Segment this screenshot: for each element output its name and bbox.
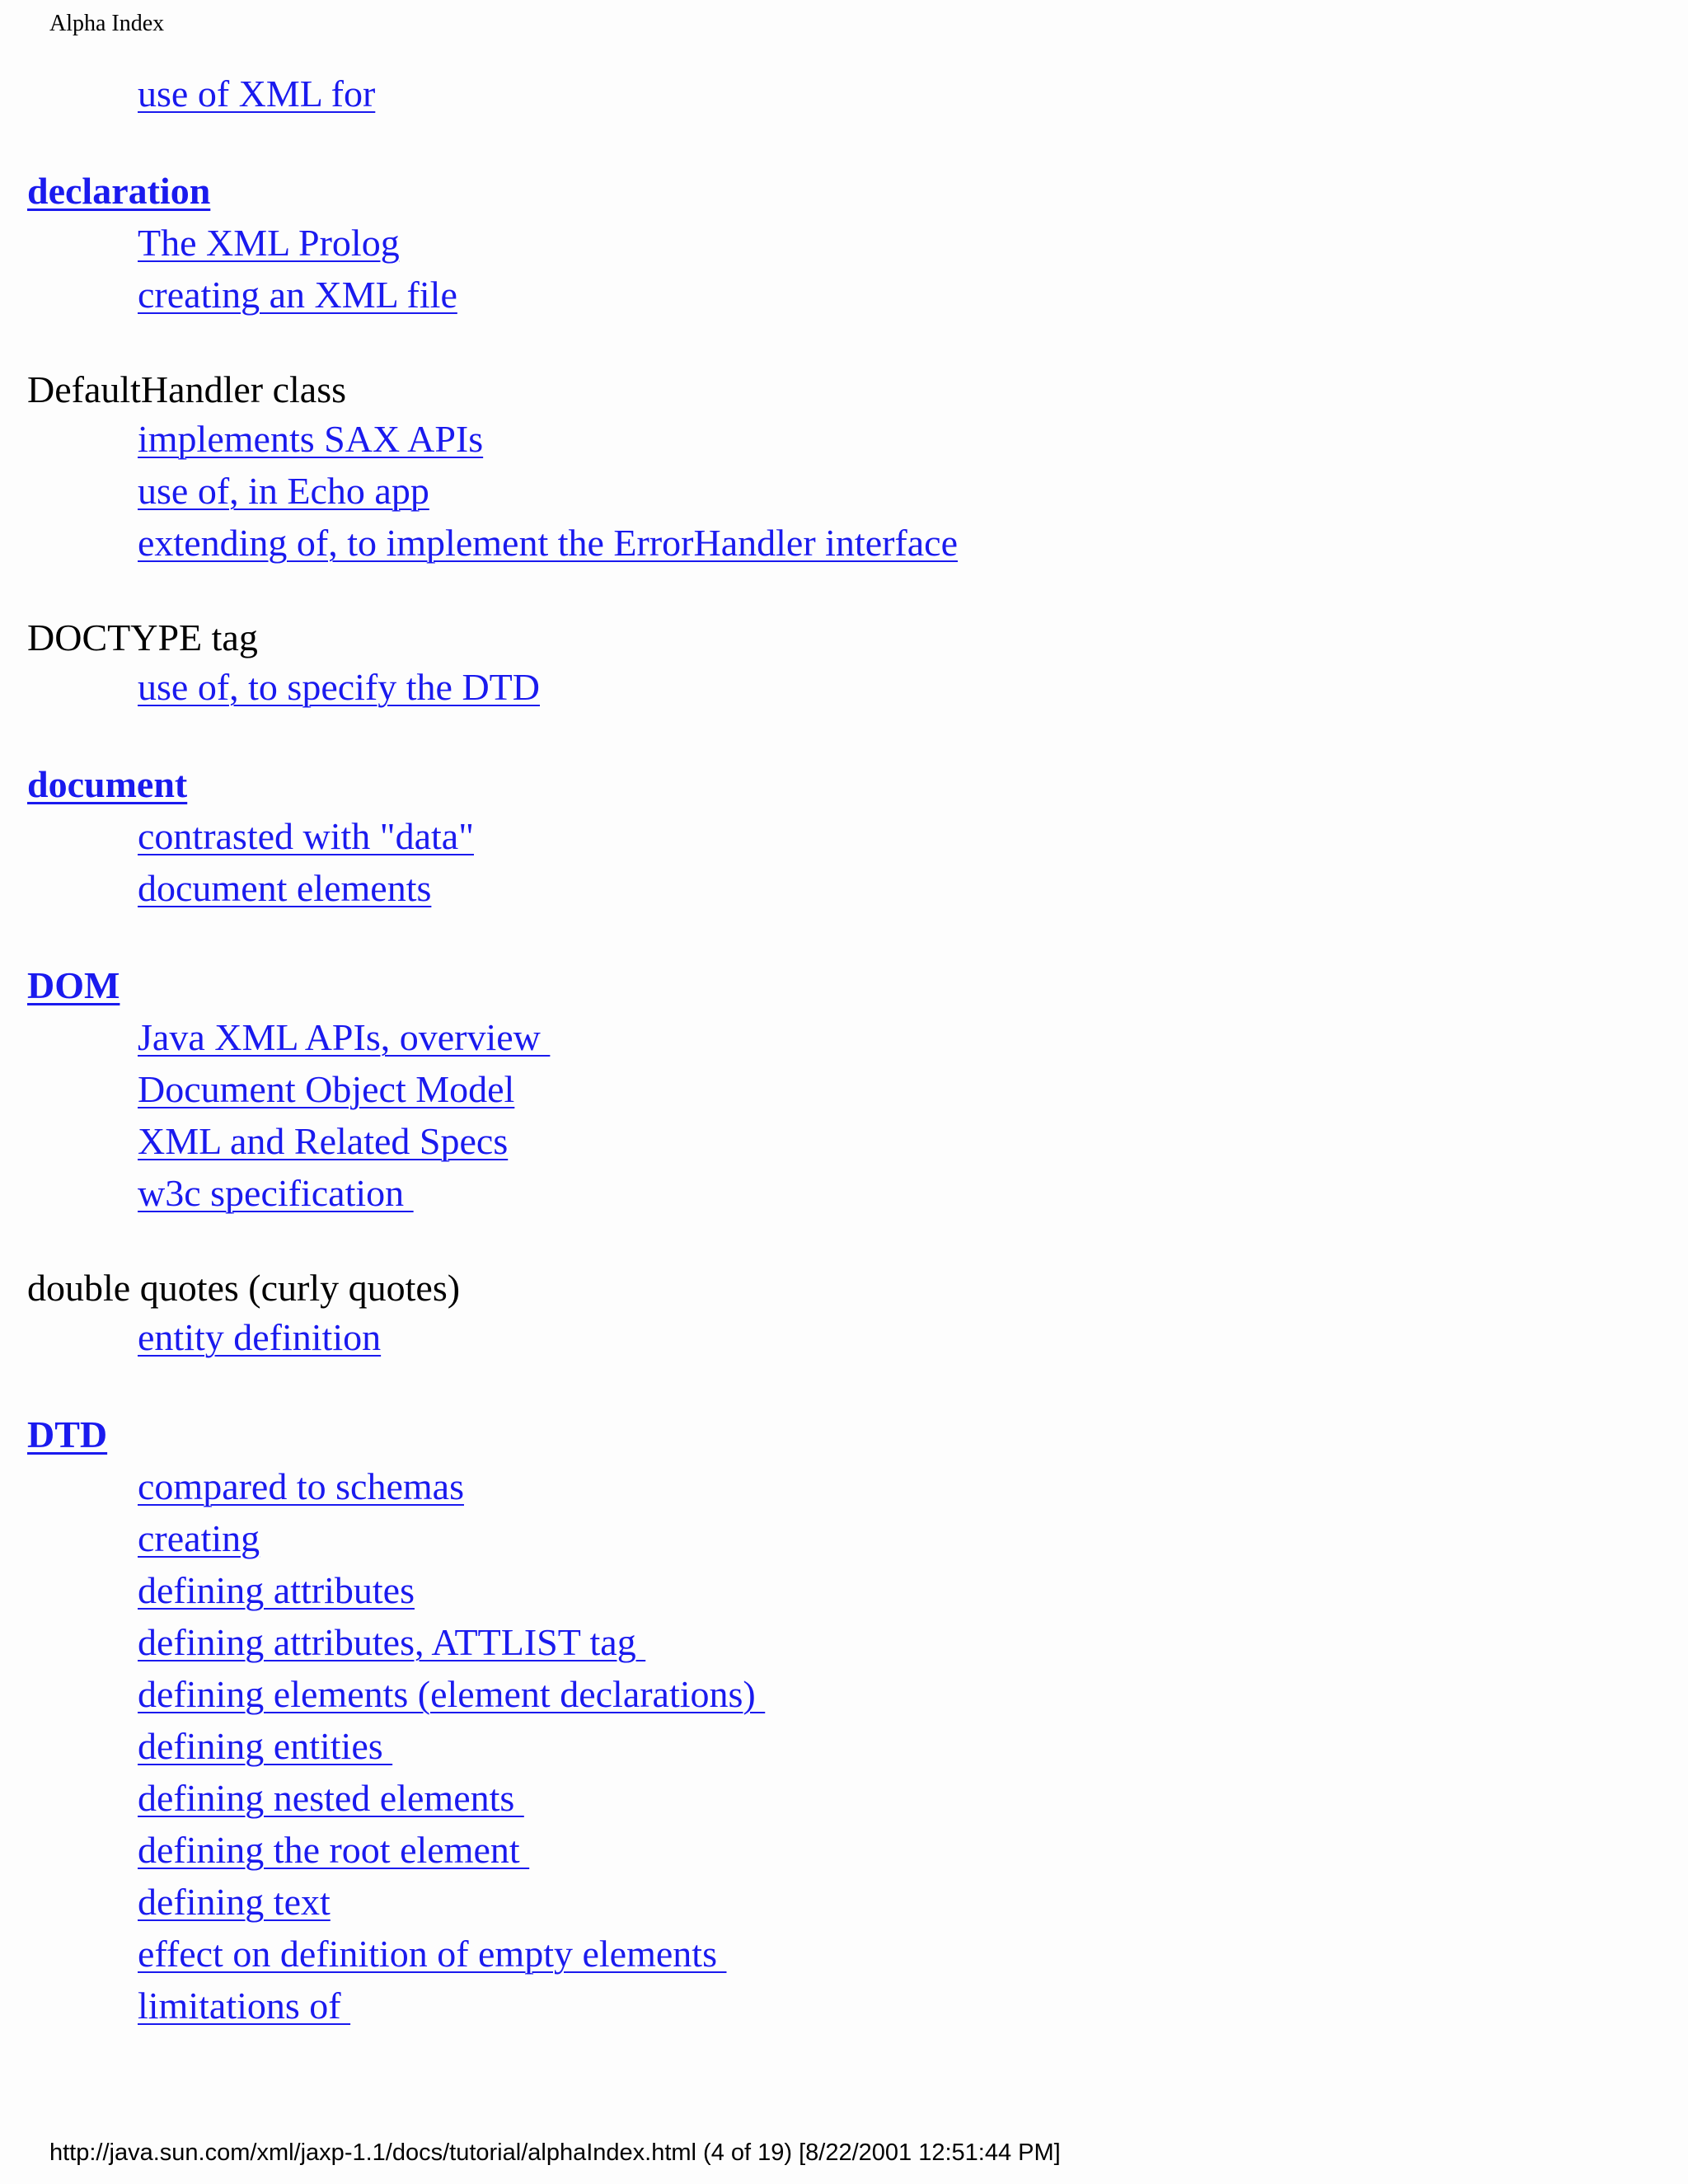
entry-gap — [27, 914, 1593, 959]
index-link-creating-xml-file[interactable]: creating an XML file — [138, 274, 457, 316]
index-link-w3c-specification[interactable]: w3c specification — [138, 1172, 414, 1214]
index-link-creating[interactable]: creating — [138, 1517, 260, 1559]
index-link-defining-entities[interactable]: defining entities — [138, 1725, 393, 1767]
index-term-dom[interactable]: DOM — [27, 964, 120, 1006]
index-link-xml-related-specs[interactable]: XML and Related Specs — [138, 1120, 509, 1162]
index-link-contrasted-with-data[interactable]: contrasted with "data" — [138, 815, 474, 857]
index-link-use-of-xml-for[interactable]: use of XML for — [138, 73, 376, 115]
index-link-defining-attributes-attlist[interactable]: defining attributes, ATTLIST tag — [138, 1621, 646, 1663]
index-link-defining-root-element[interactable]: defining the root element — [138, 1829, 530, 1871]
index-term-dtd[interactable]: DTD — [27, 1413, 108, 1455]
index-link-limitations-of[interactable]: limitations of — [138, 1985, 351, 2027]
entry-gap — [27, 1363, 1593, 1408]
page-header-title: Alpha Index — [49, 11, 165, 36]
index-term-doctype-tag: DOCTYPE tag — [27, 616, 258, 658]
index-term-document[interactable]: document — [27, 763, 188, 805]
entry-gap — [27, 713, 1593, 758]
index-link-extending-errorhandler[interactable]: extending of, to implement the ErrorHandler interface — [138, 522, 958, 564]
index-term-declaration[interactable]: declaration — [27, 170, 211, 212]
index-link-xml-prolog[interactable]: The XML Prolog — [138, 222, 400, 264]
entry-gap — [27, 569, 1593, 614]
index-link-defining-attributes[interactable]: defining attributes — [138, 1569, 415, 1611]
entry-gap — [27, 120, 1593, 165]
entry-gap — [27, 321, 1593, 366]
index-link-java-xml-apis-overview[interactable]: Java XML APIs, overview — [138, 1016, 551, 1058]
index-link-document-object-model[interactable]: Document Object Model — [138, 1068, 515, 1110]
index-link-document-elements[interactable]: document elements — [138, 867, 432, 909]
index-link-use-of-echo-app[interactable]: use of, in Echo app — [138, 470, 429, 512]
index-link-defining-elements[interactable]: defining elements (element declarations) — [138, 1673, 766, 1715]
index-link-compared-to-schemas[interactable]: compared to schemas — [138, 1465, 464, 1507]
index-link-specify-dtd[interactable]: use of, to specify the DTD — [138, 666, 540, 708]
index-link-defining-nested-elements[interactable]: defining nested elements — [138, 1777, 524, 1819]
page-footer-url: http://java.sun.com/xml/jaxp-1.1/docs/tutorial/alphaIndex.html (4 of 19) [8/22/2001 12:51:44 PM] — [49, 2139, 1061, 2166]
index-link-entity-definition[interactable]: entity definition — [138, 1316, 382, 1358]
alpha-index-content — [27, 68, 1593, 2032]
index-term-double-quotes: double quotes (curly quotes) — [27, 1267, 461, 1309]
index-term-defaulthandler-class: DefaultHandler class — [27, 368, 347, 410]
entry-gap — [27, 1219, 1593, 1264]
index-link-defining-text[interactable]: defining text — [138, 1881, 331, 1923]
index-link-implements-sax-apis[interactable]: implements SAX APIs — [138, 418, 484, 460]
index-link-empty-elements[interactable]: effect on definition of empty elements — [138, 1933, 727, 1975]
